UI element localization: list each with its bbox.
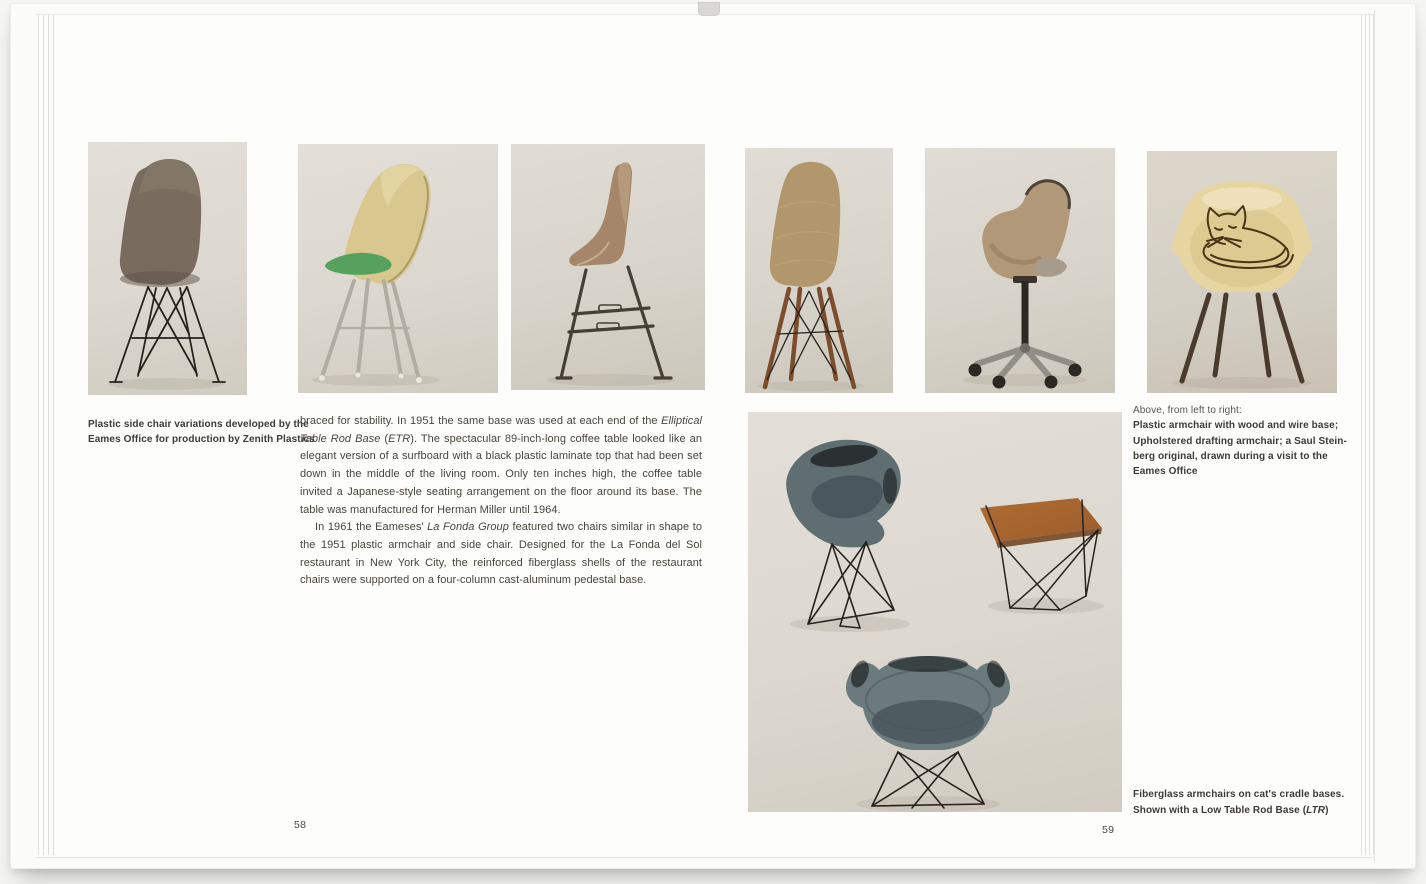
photo-cats-cradle-armchairs (748, 412, 1122, 812)
photo-side-chair-stacking-base (511, 144, 705, 390)
right-top-caption (1133, 403, 1357, 479)
page-edges-right (1358, 15, 1374, 855)
spine-headband (698, 2, 720, 16)
body-text (300, 413, 702, 590)
left-photo-caption: Plastic side chair variations developed by the Eames Office for production by Zenith Plastics (88, 419, 315, 445)
drafting-armchair-illustration (925, 148, 1115, 393)
right-bottom-caption: Fiberglass armchairs on cat's cradle bases. Shown with a Low Table Rod Base (LTR) (1133, 789, 1345, 816)
side-chair-green-pad-illustration (298, 144, 498, 393)
photo-side-chair-green-pad (298, 144, 498, 393)
photo-steinberg-cat-armchair (1147, 151, 1337, 393)
photo-side-chair-wire-base (88, 142, 247, 395)
cats-cradle-armchairs-illustration (748, 412, 1122, 812)
right-top-caption-body: Plastic armchair with wood and wire base; Upholstered drafting armchair; a Saul Stein- berg original, drawn during a visit to the Eames Office (1133, 420, 1347, 478)
photo-armchair-wood-wire-base (745, 148, 893, 393)
photo-drafting-armchair (925, 148, 1115, 393)
body-paragraph-1: braced for stability. In 1951 the same base was used at each end of the Elliptical Table Rod Base (ETR). The spectacular 89-inch-long coffee table looked like an elegant version of a surfboard with a black plastic laminate top that had been set down in the middle of the living room. Only ten inches high, the coffee table invited a Japanese-style seating arrangement on the floor around its base. The table was manufactured for Herman Miller until 1964. (300, 415, 702, 516)
right-top-caption-intro: Above, from left to right: (1133, 405, 1242, 416)
page-number-right: 59 (1102, 824, 1115, 836)
body-paragraph-2: In 1961 the Eameses' La Fonda Group featured two chairs similar in shape to the 1951 plastic armchair and side chair. Designed for the La Fonda del Sol restaurant in New York City, the reinforced fiberglass shells of the restaurant chairs were supported on a four-column cast-aluminum pedestal base. (300, 521, 702, 587)
side-chair-stacking-base-illustration (511, 144, 705, 390)
back-cover-fore-edge (1374, 10, 1415, 862)
page-number-left: 58 (294, 819, 307, 831)
side-chair-wire-base-illustration (88, 142, 247, 395)
page-edges-left (36, 15, 54, 855)
steinberg-cat-armchair-illustration (1147, 151, 1337, 393)
chair-wood-wire-base-illustration (745, 148, 893, 393)
